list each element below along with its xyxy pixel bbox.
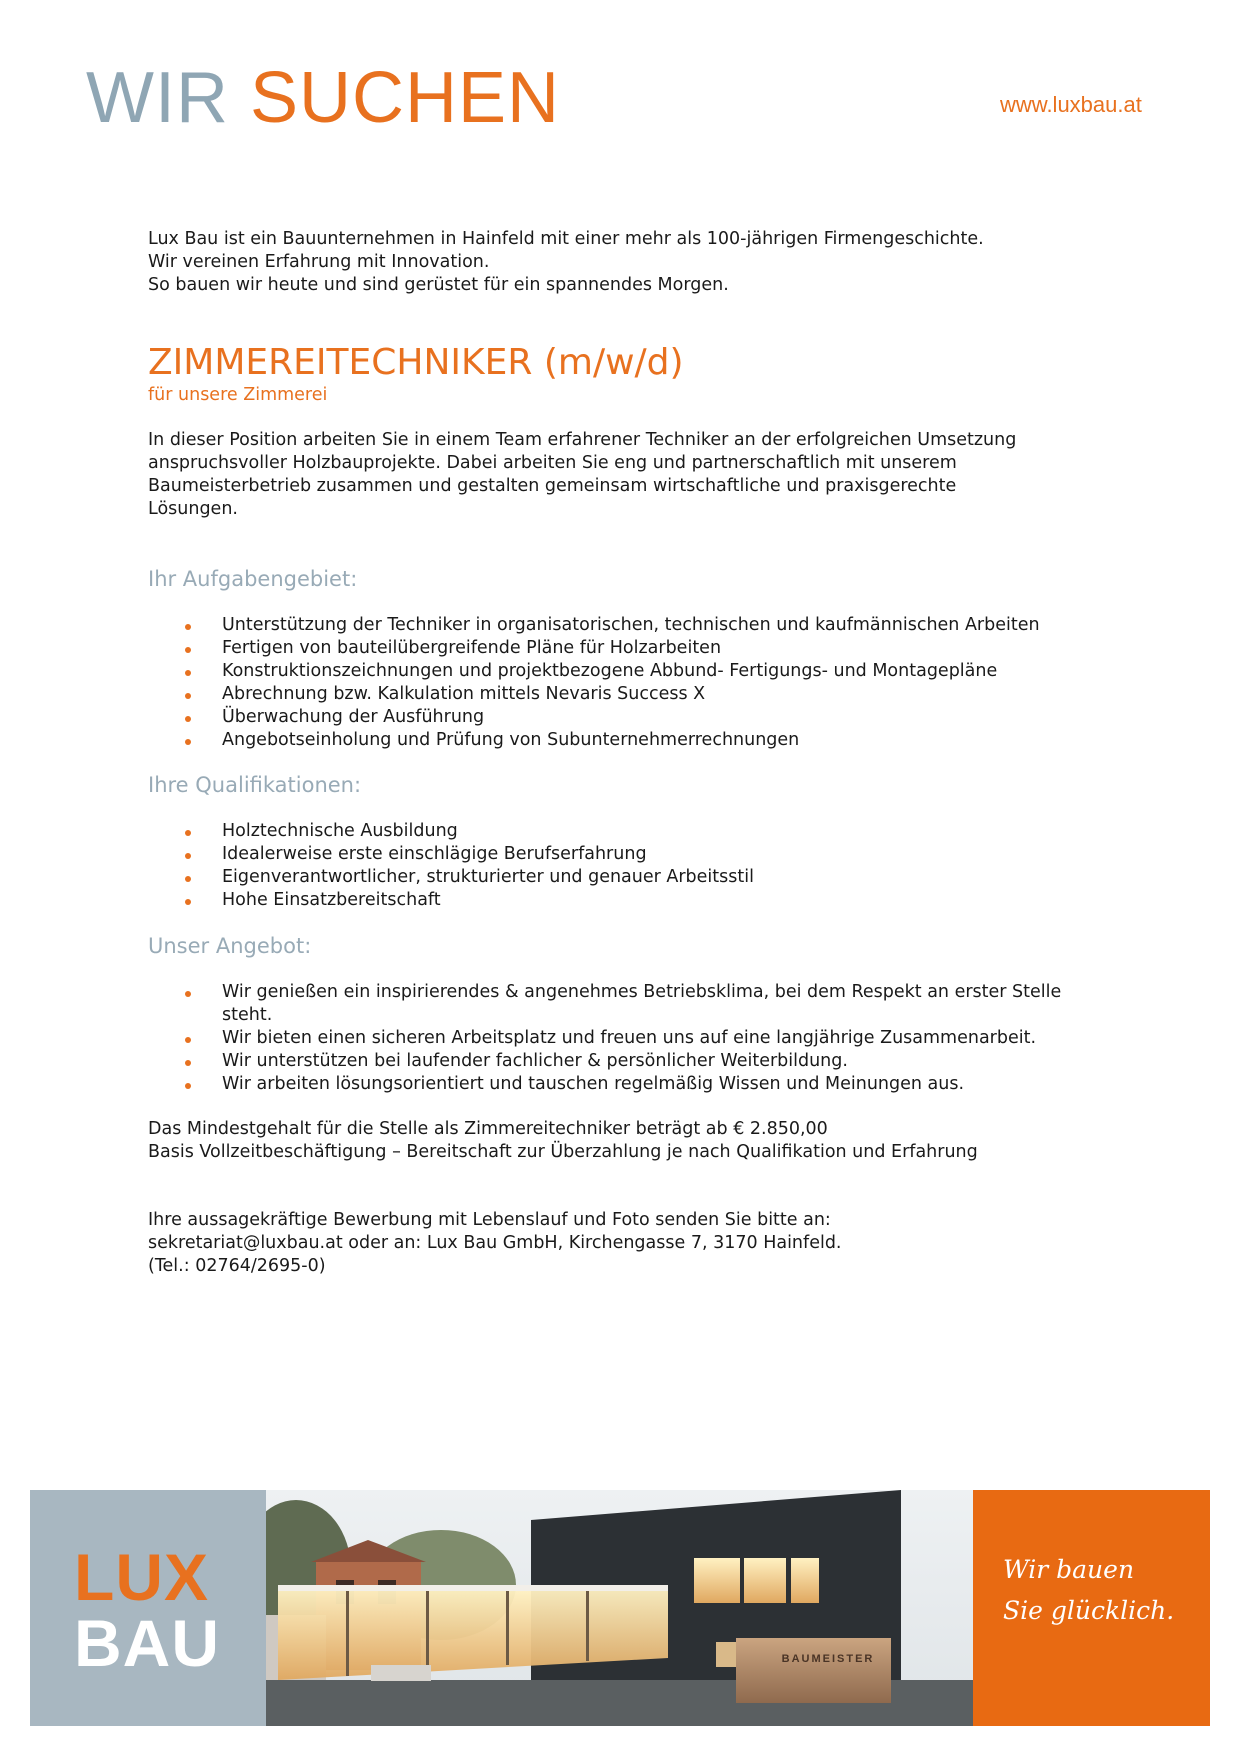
bullet-icon [185,624,191,630]
list-item-text: Wir arbeiten lösungsorientiert und tauschen regelmäßig Wissen und Meinungen aus. [222,1074,965,1094]
intro-line: So bauen wir heute und sind gerüstet für ein spannendes Morgen. [148,275,729,295]
list-item-text: Abrechnung bzw. Kalkulation mittels Nevaris Success X [222,684,706,704]
main-content [148,228,1108,1278]
bullet-icon [185,647,191,653]
list-item [148,637,1108,660]
sign-text: BAUMEISTER [781,1653,875,1665]
list-item-text: Wir unterstützen bei laufender fachlicher & persönlicher Weiterbildung. [222,1051,848,1071]
list-item [148,843,1108,866]
entrance-sign [736,1638,766,1703]
list-item-text: Idealerweise erste einschlägige Berufserfahrung [222,844,647,864]
lit-window [791,1558,819,1603]
list-item [148,660,1108,683]
application-phone-line: (Tel.: 02764/2695-0) [148,1256,326,1276]
list-item-text: Angebotseinholung und Prüfung von Subunternehmerrechnungen [222,730,800,750]
bullet-icon [185,1060,191,1066]
list-item-text: Unterstützung der Techniker in organisatorischen, technischen und kaufmännischen Arbeiten [222,615,1040,635]
list-item-text: Überwachung der Ausführung [222,707,485,727]
list-item [148,1050,1108,1073]
job-subtitle: für unsere Zimmerei [148,385,328,405]
bullet-icon [185,693,191,699]
slogan-box [973,1490,1210,1726]
logo-text-bau: BAU [74,1606,220,1680]
intro-line: Wir vereinen Erfahrung mit Innovation. [148,252,490,272]
tasks-list [148,614,1108,752]
list-item-text: Hohe Einsatzbereitschaft [222,890,441,910]
company-intro [148,228,1108,297]
title-word-suchen: SUCHEN [249,58,561,138]
list-item-text: Fertigen von bauteilübergreifende Pläne für Holzarbeiten [222,638,722,658]
list-item-text: Konstruktionszeichnungen und projektbezogene Abbund- Fertigungs- und Montagepläne [222,661,998,681]
salary-info [148,1118,1108,1164]
offer-heading: Unser Angebot: [148,934,312,958]
offer-list [148,981,1108,1096]
bullet-icon [185,991,191,997]
list-item [148,1073,1108,1096]
application-info [148,1209,1108,1278]
logo-text-lux: LUX [74,1540,209,1614]
list-item [148,614,1108,637]
page-title [86,58,561,138]
list-item [148,820,1108,843]
bullet-icon [185,1037,191,1043]
description-line: Lösungen. [148,499,238,519]
bullet-icon [185,716,191,722]
list-item-text: Wir bieten einen sicheren Arbeitsplatz und freuen uns auf eine langjährige Zusammenarbeit. [222,1028,1037,1048]
bullet-icon [185,899,191,905]
description-line: anspruchsvoller Holzbauprojekte. Dabei arbeiten Sie eng und partnerschaftlich mit unserem [148,453,957,473]
list-item [148,1027,1108,1050]
building-photo [266,1490,973,1726]
bullet-icon [185,853,191,859]
title-word-wir: WIR [86,58,229,138]
job-description [148,429,1108,521]
list-item [148,981,1108,1027]
list-item-text: Wir genießen ein inspirierendes & angenehmes Betriebsklima, bei dem Respekt an erster Stelle steht. [222,982,1062,1025]
salary-line: Das Mindestgehalt für die Stelle als Zimmereitechniker beträgt ab € 2.850,00 [148,1119,828,1139]
bullet-icon [185,670,191,676]
application-line: Ihre aussagekräftige Bewerbung mit Lebenslauf und Foto senden Sie bitte an: [148,1210,831,1230]
list-item-text: Eigenverantwortlicher, strukturierter und genauer Arbeitsstil [222,867,754,887]
luxbau-logo [30,1490,266,1726]
application-contact-line: sekretariat@luxbau.at oder an: Lux Bau GmbH, Kirchengasse 7, 3170 Hainfeld. [148,1233,842,1253]
list-item [148,729,1108,752]
qualifications-list [148,820,1108,912]
slogan-line: Sie glücklich. [1003,1596,1175,1625]
bench [371,1665,431,1681]
list-item-text: Holztechnische Ausbildung [222,821,458,841]
sign-wall [766,1638,891,1703]
job-title: ZIMMEREITECHNIKER (m/w/d) [148,342,684,383]
list-item [148,683,1108,706]
slogan-line: Wir bauen [1003,1555,1135,1584]
bullet-icon [185,830,191,836]
footer-banner [30,1490,1210,1726]
bullet-icon [185,876,191,882]
salary-line: Basis Vollzeitbeschäftigung – Bereitschaft zur Überzahlung je nach Qualifikation und Erfahrung [148,1142,978,1162]
list-item [148,706,1108,729]
bullet-icon [185,1083,191,1089]
description-line: Baumeisterbetrieb zusammen und gestalten gemeinsam wirtschaftliche und praxisgerechte [148,476,957,496]
list-item [148,889,1108,912]
canopy-roof [278,1585,668,1591]
bullet-icon [185,739,191,745]
list-item [148,866,1108,889]
website-link[interactable]: www.luxbau.at [1000,92,1142,117]
description-line: In dieser Position arbeiten Sie in einem Team erfahrener Techniker an der erfolgreichen Umsetzung [148,430,1017,450]
tasks-heading: Ihr Aufgabengebiet: [148,567,358,591]
qualifications-heading: Ihre Qualifikationen: [148,773,362,797]
intro-line: Lux Bau ist ein Bauunternehmen in Hainfeld mit einer mehr als 100-jährigen Firmengeschichte. [148,229,984,249]
